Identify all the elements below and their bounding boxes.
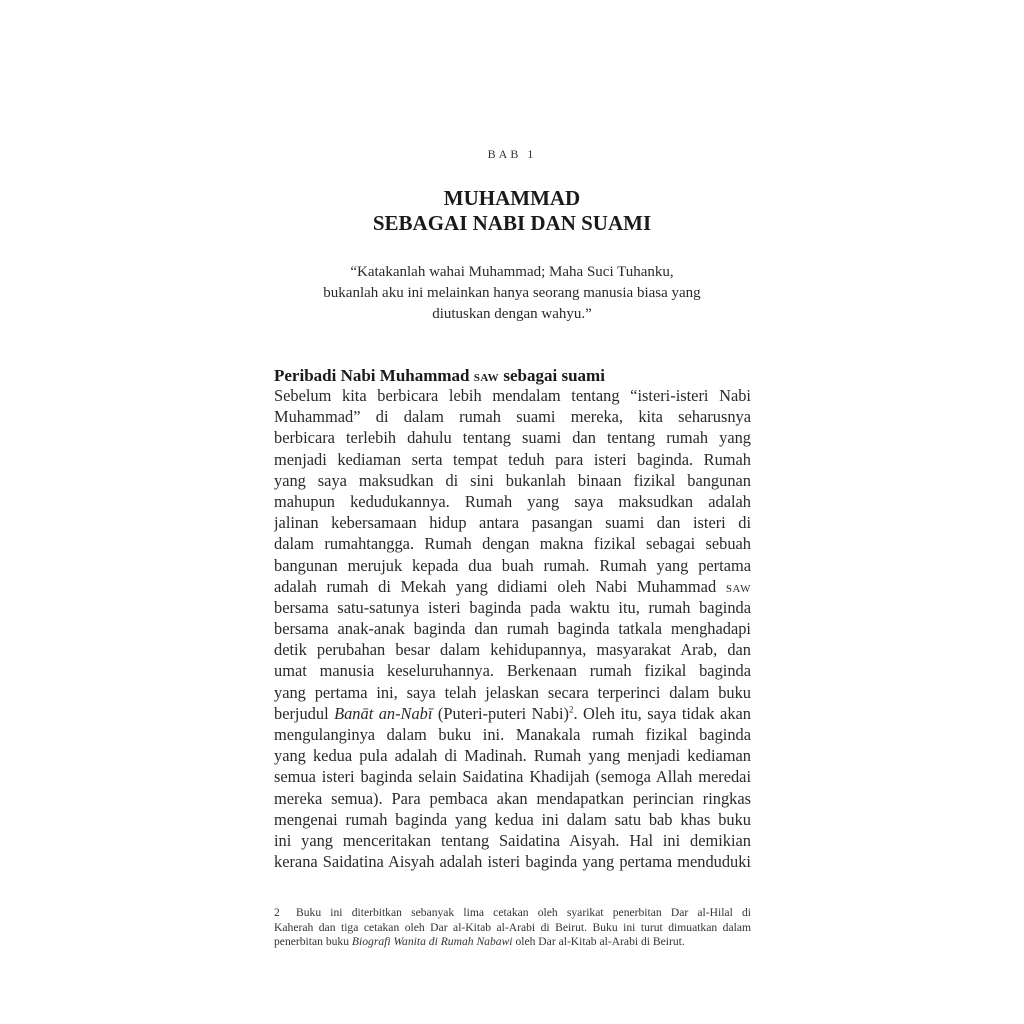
footnote-line (274, 935, 751, 950)
epigraph-line: bukanlah aku ini melainkan hanya seorang manusia biasa yang (323, 285, 701, 301)
footnote-book-title: Biografi Wanita di Rumah Nabawi (351, 935, 513, 948)
footnote-line: Kaherah dan tiga cetakan oleh Dar al-Kitab al-Arabi di Beirut. Buku ini turut dimuatkan dalam (274, 920, 751, 934)
section-heading-main: Peribadi Nabi Muhammad (274, 366, 470, 385)
body-line: yang saya maksudkan di sini bukanlah binaan fizikal bangunan (274, 470, 751, 490)
chapter-title-line-1: MUHAMMAD (443, 186, 581, 210)
footnote-text: Buku ini diterbitkan sebanyak lima cetakan oleh syarikat penerbitan Dar al-Hilal di (296, 906, 751, 919)
body-line: berbicara terlebih dahulu tentang suami dan tentang rumah yang (274, 428, 751, 448)
body-text-segment: berjudul (274, 703, 329, 723)
body-line: mengenai rumah baginda yang kedua ini dalam satu bab khas buku (274, 809, 751, 829)
footnote-line (274, 906, 751, 921)
footnote (274, 906, 751, 950)
body-line: umat manusia keseluruhannya. Berkenaan rumah fizikal baginda (274, 661, 751, 681)
body-text-segment: adalah rumah di Mekah yang didiami oleh Nabi Muhammad (274, 576, 717, 596)
section-heading-saw: SAW (473, 372, 500, 384)
body-text-segment: (Puteri-puteri Nabi) (437, 703, 569, 723)
body-line: detik perubahan besar dalam kehidupannya, masyarakat Arab, dan (274, 640, 751, 660)
body-line: yang pertama ini, saya telah jelaskan secara terperinci dalam buku (274, 682, 751, 702)
section-heading-tail: sebagai suami (503, 366, 605, 385)
chapter-label: BAB 1 (487, 147, 537, 161)
body-line: yang kedua pula adalah di Madinah. Rumah yang menjadi kediaman (274, 746, 751, 766)
body-line: Sebelum kita berbicara lebih mendalam tentang “isteri-isteri Nabi (274, 386, 751, 405)
epigraph-line: diutuskan dengan wahyu.” (432, 306, 592, 322)
body-line: mahupun kedudukannya. Rumah yang saya maksudkan adalah (274, 491, 751, 511)
body-line: mereka semua). Para pembaca akan mendapatkan perincian ringkas (274, 788, 751, 808)
footnote-reference: 2 (569, 704, 574, 715)
body-line (274, 703, 751, 724)
body-paragraph (274, 385, 751, 872)
footnote-text: oleh Dar al-Kitab al-Arabi di Beirut. (515, 935, 685, 948)
epigraph-quote (300, 262, 724, 325)
body-line: bangunan merujuk kepada dua buah rumah. Rumah yang pertama (274, 555, 751, 575)
saw-abbrev: SAW (725, 582, 751, 595)
body-text-segment: . Oleh itu, saya tidak akan (573, 703, 751, 723)
footnote-text: penerbitan buku (274, 935, 350, 948)
body-line: menjadi kediaman serta tempat teduh para isteri baginda. Rumah (274, 449, 751, 469)
body-line (274, 576, 751, 597)
epigraph-line: “Katakanlah wahai Muhammad; Maha Suci Tuhanku, (350, 264, 674, 280)
book-title-italic: Banāt an-Nabī (334, 703, 433, 723)
footnote-number: 2 (274, 906, 280, 919)
body-line: semua isteri baginda selain Saidatina Khadijah (semoga Allah meredai (274, 767, 751, 787)
body-line: ini yang menceritakan tentang Saidatina Aisyah. Hal ini demikian (274, 830, 751, 850)
body-line: jalinan kebersamaan hidup antara pasangan suami dan isteri di (274, 513, 751, 533)
body-line: Muhammad” di dalam rumah suami mereka, kita seharusnya (274, 407, 751, 427)
chapter-title-line-2: SEBAGAI NABI DAN SUAMI (372, 211, 652, 235)
body-line: dalam rumahtangga. Rumah dengan makna fizikal sebagai sebuah (274, 534, 751, 554)
body-line: bersama satu-satunya isteri baginda pada waktu itu, rumah baginda (274, 597, 751, 617)
body-line: kerana Saidatina Aisyah adalah isteri baginda yang pertama menduduki (274, 852, 751, 872)
body-line: mengulanginya dalam buku ini. Manakala rumah fizikal baginda (274, 725, 751, 744)
body-line: bersama anak-anak baginda dan rumah baginda tatkala menghadapi (274, 619, 751, 639)
chapter-title (0, 186, 1024, 236)
